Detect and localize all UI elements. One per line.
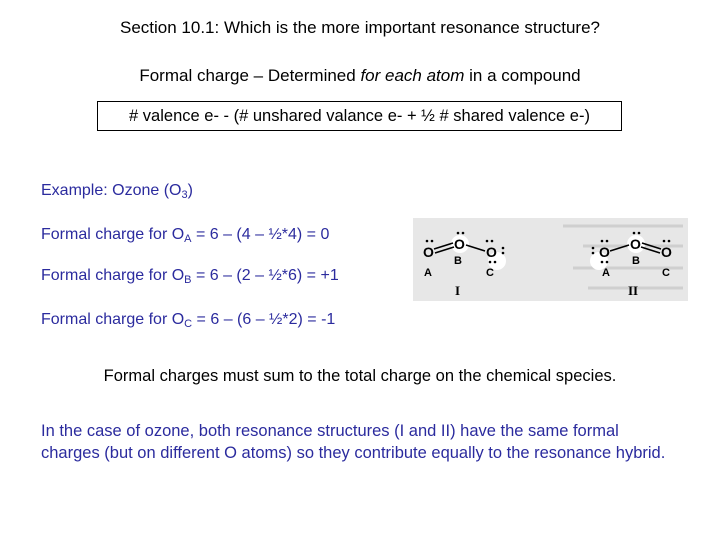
definition-emphasis: for each atom [360, 66, 465, 85]
slide-title: Section 10.1: Which is the more important resonance structure? [119, 18, 600, 37]
fc-label: Formal charge for O [41, 311, 185, 328]
fc-label: Formal charge for O [41, 267, 185, 284]
example-text: Example: Ozone (O [41, 182, 182, 199]
example-suffix: ) [187, 182, 193, 199]
fc-expression: = 6 – (4 – ½*4) = 0 [191, 226, 330, 243]
formal-charge-ob [41, 267, 339, 285]
label-b-2: B [632, 255, 640, 267]
formal-charge-formula-box [97, 101, 622, 131]
sum-rule-note: Formal charges must sum to the total charge on the chemical species. [103, 367, 617, 385]
fc-expression: = 6 – (6 – ½*2) = -1 [192, 311, 336, 328]
single-bond [466, 245, 485, 251]
atom-o-b: O [454, 236, 465, 252]
formal-charge-oa [41, 226, 329, 244]
definition-text-end: in a compound [464, 66, 581, 85]
numeral-two: II [628, 283, 639, 298]
label-c-1: C [486, 267, 494, 279]
label-a-2: A [602, 267, 610, 279]
fc-label: Formal charge for O [41, 226, 185, 243]
example-heading [41, 182, 193, 200]
fc-atom-subscript: C [184, 318, 193, 330]
fc-atom-subscript: B [184, 274, 192, 286]
atom-o-c: O [486, 244, 497, 260]
label-a-1: A [424, 267, 432, 279]
label-b-1: B [454, 255, 462, 267]
formal-charge-formula: # valence e- - (# unshared valance e- + ½ # shared valence e-) [129, 107, 590, 125]
definition-text-start: Formal charge – Determined [139, 66, 361, 85]
label-c-2: C [662, 267, 670, 279]
fc-expression: = 6 – (2 – ½*6) = +1 [191, 267, 339, 284]
atom-o-b: O [630, 236, 641, 252]
example-subscript: 3 [181, 189, 188, 201]
ozone-resonance-figure [413, 218, 688, 301]
formal-charge-oc [41, 311, 335, 329]
atom-o-a: O [423, 244, 434, 260]
resonance-structures-svg [413, 218, 688, 301]
atom-highlights [451, 235, 645, 270]
conclusion-paragraph: In the case of ozone, both resonance structures (I and II) have the same formal charges (but on different O atoms) so they contribute equally to the resonance hybrid. [41, 422, 666, 462]
atom-o-c: O [661, 244, 672, 260]
atom-o-a: O [599, 244, 610, 260]
numeral-one: I [455, 283, 461, 298]
fc-atom-subscript: A [184, 233, 192, 245]
formal-charge-definition [0, 66, 720, 86]
